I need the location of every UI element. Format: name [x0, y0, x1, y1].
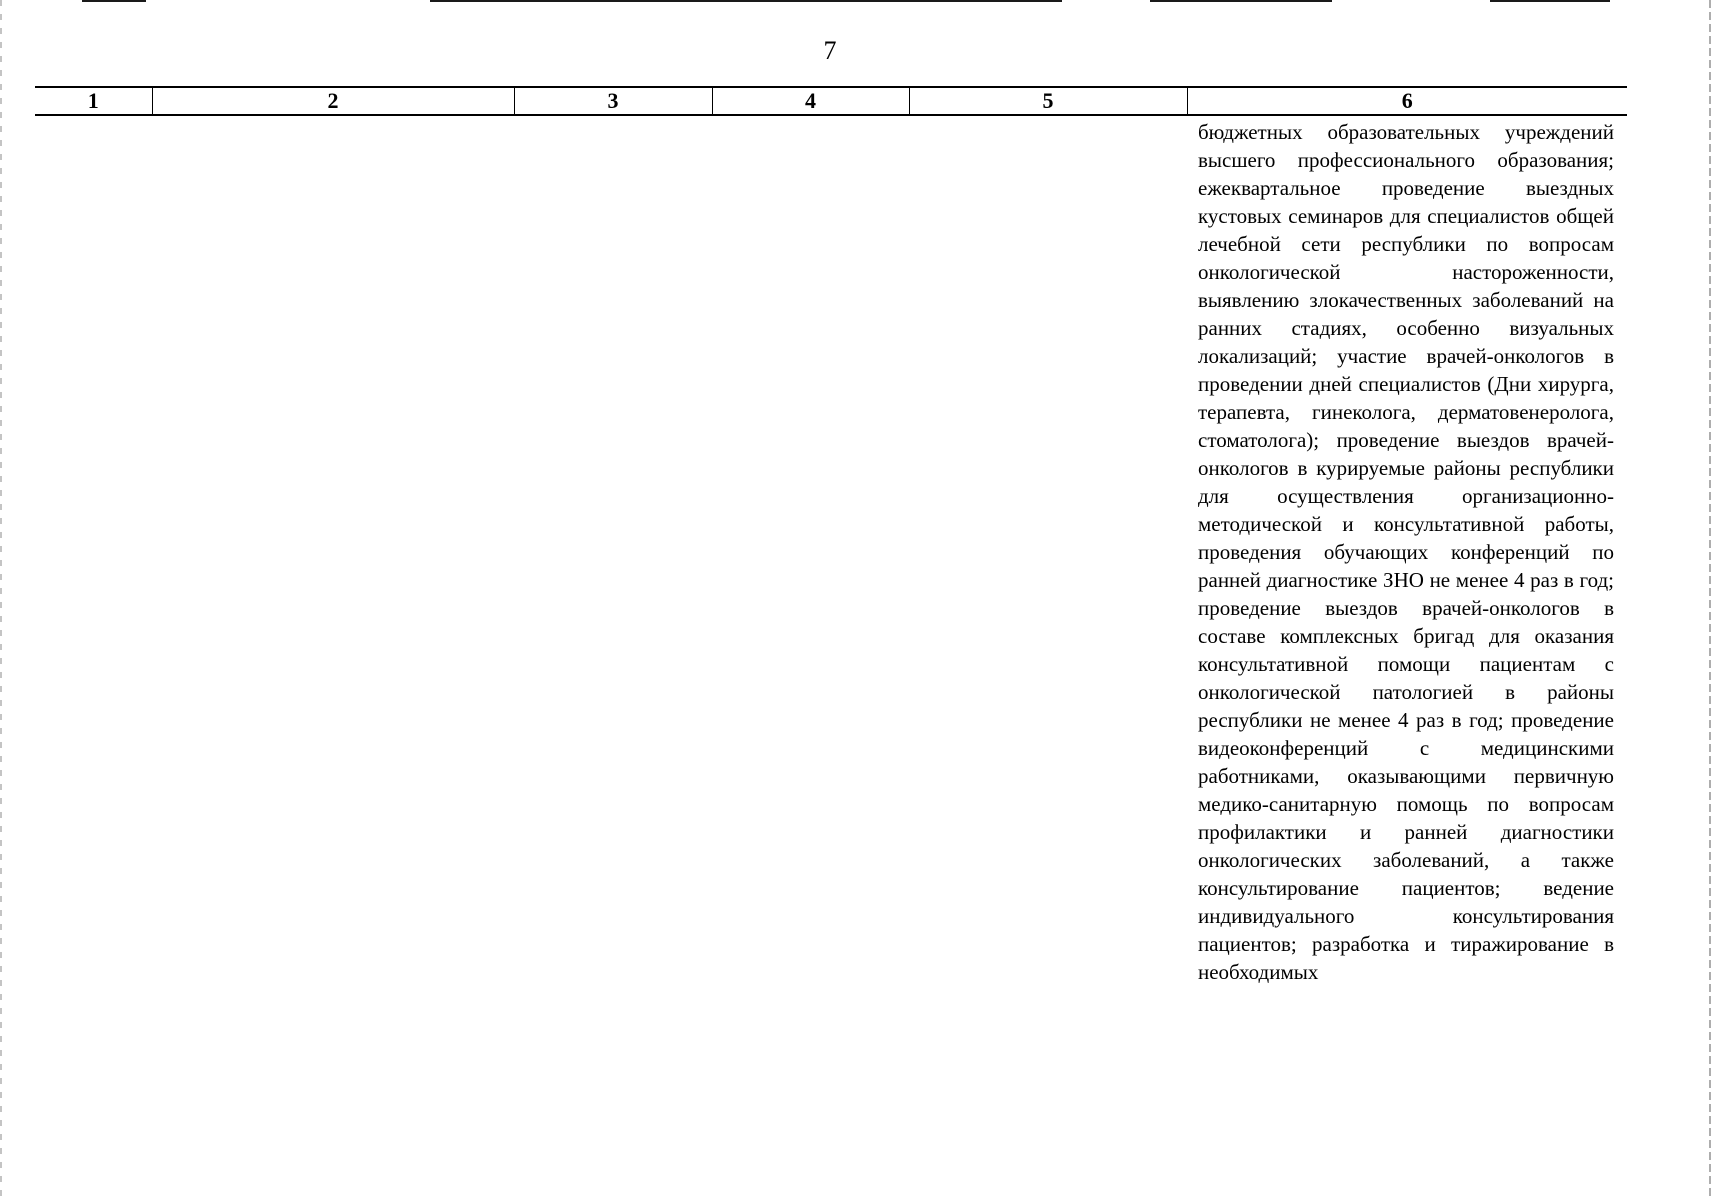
column-6-text: бюджетных образовательных учреждений высшего профессионального образования; ежеквартальное проведение выездных кустовых семинаров для специалистов общей лечебной сети республики по вопросам онкологической настороженности, выявлению злокачественных заболеваний на ранних стадиях, особенно визуальных локализаций; участие врачей-онкологов в проведении дней специалистов (Дни хирурга, терапевта, гинеколога, дерматовенеролога, стоматолога); проведение выездов врачей-онкологов в курируемые районы республики для осуществления организационно-методической и консультативной работы, проведения обучающих конференций по ранней диагностике ЗНО не менее 4 раз в год; проведение выездов врачей-онкологов в составе комплексных бригад для оказания консультативной помощи пациентам с онкологической патологией в районы республики не менее 4 раз в год; проведение видеоконференций с медицинскими работниками, оказывающими первичную медико-санитарную помощь по вопросам профилактики и ранней диагностики онкологических заболеваний, а также консультирование пациентов; ведение индивидуального консультирования пациентов; разработка и тиражирование в необходимых: [1198, 120, 1614, 984]
column-header-5: 5: [909, 87, 1187, 115]
top-rule-segment: [82, 0, 146, 2]
page-number: 7: [823, 36, 837, 65]
top-rule-segment: [430, 0, 1062, 2]
column-header-4: 4: [712, 87, 909, 115]
column-header-2: 2: [152, 87, 514, 115]
scan-left-edge: [0, 0, 2, 1200]
table-header: [35, 86, 1627, 116]
top-rule-segment: [1150, 0, 1332, 2]
table-header-row: [35, 87, 1627, 115]
column-header-6: 6: [1187, 87, 1627, 115]
column-header-1: 1: [35, 87, 152, 115]
top-rule-segment: [1490, 0, 1610, 2]
column-header-3: 3: [514, 87, 712, 115]
